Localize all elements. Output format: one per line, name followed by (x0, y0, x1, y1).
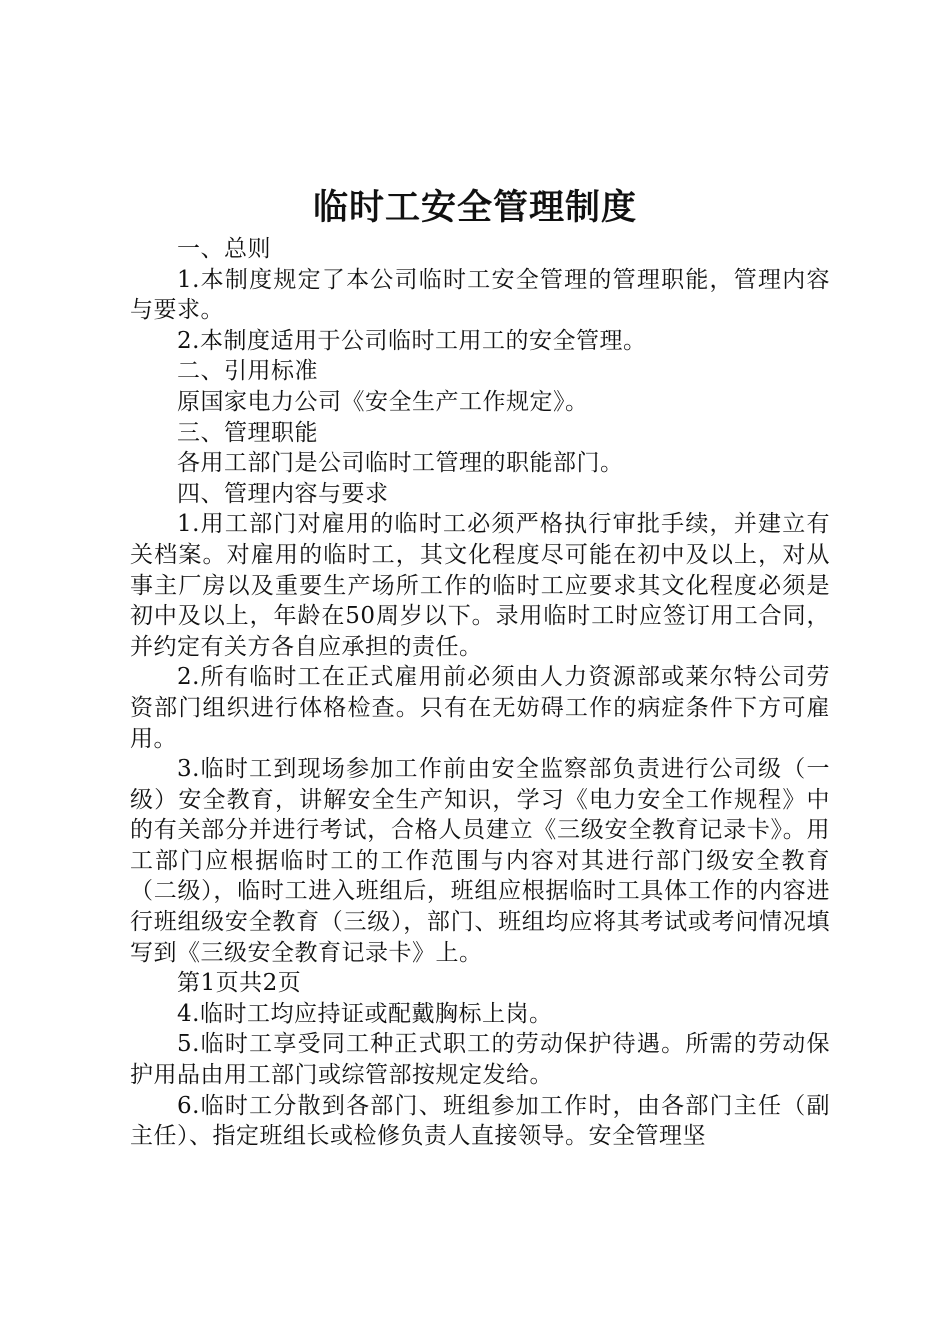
section-heading-general: 一、总则 (177, 236, 271, 262)
paragraph-requirement-4: 4.临时工均应持证或配戴胸标上岗。 (177, 1000, 553, 1027)
document-body (130, 234, 830, 1152)
paragraph-requirement-2: 2.所有临时工在正式雇用前必须由人力资源部或莱尔特公司劳资部门组织进行体格检查。只有在无妨碍工作的病症条件下方可雇用。 (130, 664, 830, 752)
section-heading-requirements: 四、管理内容与要求 (177, 480, 389, 507)
paragraph-requirement-3: 3.临时工到现场参加工作前由安全监察部负责进行公司级（一级）安全教育，讲解安全生产知识，学习《电力安全工作规程》中的有关部分并进行考试，合格人员建立《三级安全教育记录卡》。用工部门应根据临时工的工作范围与内容对其进行部门级安全教育（二级），临时工进入班组后，班组应根据临时工具体工作的内容进行班组级安全教育（三级），部门、班组均应将其考试或考问情况填写到《三级安全教育记录卡》上。 (130, 756, 830, 966)
paragraph-reference: 原国家电力公司《安全生产工作规定》。 (177, 388, 589, 415)
paragraph-scope-1: 1.本制度规定了本公司临时工安全管理的管理职能，管理内容与要求。 (130, 266, 830, 324)
page-number: 第1页共2页 (177, 970, 302, 997)
paragraph-functions: 各用工部门是公司临时工管理的职能部门。 (177, 450, 624, 477)
paragraph-requirement-1: 1.用工部门对雇用的临时工必须严格执行审批手续，并建立有关档案。对雇用的临时工，其文化程度尽可能在初中及以上，对从事主厂房以及重要生产场所工作的临时工应要求其文化程度必须是初中及以上，年龄在50周岁以下。录用临时工时应签订用工合同，并约定有关方各自应承担的责任。 (130, 511, 830, 660)
document-title: 临时工安全管理制度 (312, 187, 637, 228)
section-heading-references: 二、引用标准 (177, 358, 318, 385)
paragraph-requirement-6: 6.临时工分散到各部门、班组参加工作时，由各部门主任（副主任）、指定班组长或检修负责人直接领导。安全管理坚 (130, 1092, 830, 1150)
paragraph-requirement-5: 5.临时工享受同工种正式职工的劳动保护待遇。所需的劳动保护用品由用工部门或综管部按规定发给。 (130, 1031, 830, 1089)
paragraph-scope-2: 2.本制度适用于公司临时工用工的安全管理。 (177, 327, 647, 354)
section-heading-functions: 三、管理职能 (177, 419, 318, 446)
